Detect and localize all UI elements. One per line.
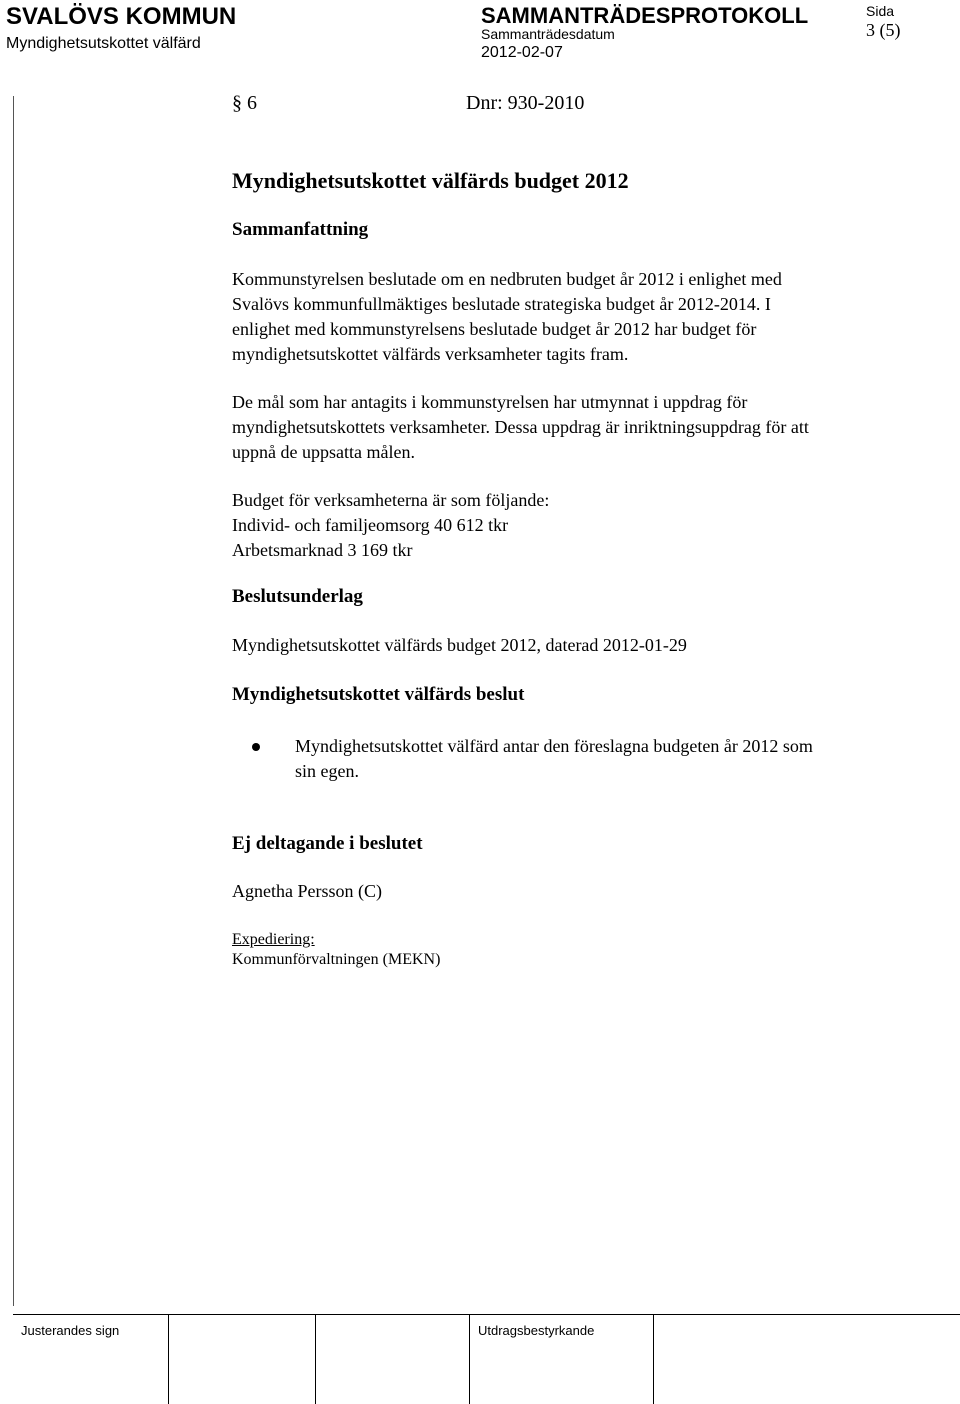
justerandes-sign-label: Justerandes sign: [21, 1323, 120, 1338]
abstain-heading: Ej deltagande i beslutet: [232, 833, 423, 854]
text-line: Arbetsmarknad 3 169 tkr: [232, 540, 413, 560]
text-line: Svalövs kommunfullmäktiges beslutade strategiska budget år 2012-2014. I: [232, 294, 771, 314]
text-line: De mål som har antagits i kommunstyrelsen har utmynnat i uppdrag för: [232, 392, 748, 412]
signature-box: [653, 1315, 654, 1404]
budget-paragraph: [232, 488, 549, 563]
summary-heading: Sammanfattning: [232, 219, 369, 240]
text-line: Kommunstyrelsen beslutade om en nedbruten budget år 2012 i enlighet med: [232, 269, 782, 289]
meeting-date: 2012-02-07: [481, 44, 563, 61]
item-title: Myndighetsutskottet välfärds budget 2012: [232, 168, 629, 193]
committee-name: Myndighetsutskottet välfärd: [6, 35, 201, 52]
case-number: Dnr: 930-2010: [466, 92, 585, 114]
basis-text: Myndighetsutskottet välfärds budget 2012, daterad 2012-01-29: [232, 635, 687, 655]
document-type: SAMMANTRÄDESPROTOKOLL: [481, 3, 809, 28]
text-line: enlighet med kommunstyrelsens beslutade budget år 2012 har budget för: [232, 319, 757, 339]
dispatch-recipient: Kommunförvaltningen (MEKN): [232, 951, 441, 968]
meeting-date-label: Sammanträdesdatum: [481, 26, 615, 42]
text-line: Myndighetsutskottet välfärd antar den föreslagna budgeten år 2012 som: [295, 736, 813, 756]
certification-box: [469, 1315, 595, 1404]
margin-rule: [13, 96, 14, 1306]
paragraph-symbol: § 6: [232, 92, 257, 114]
text-line: sin egen.: [295, 761, 359, 781]
basis-heading: Beslutsunderlag: [232, 586, 363, 607]
text-line: Individ- och familjeomsorg 40 612 tkr: [232, 515, 509, 535]
bullet-icon: [252, 743, 260, 751]
summary-paragraph: [232, 267, 782, 367]
abstain-name: Agnetha Persson (C): [232, 881, 382, 901]
decision-bullet: [232, 734, 932, 784]
signature-box: [315, 1315, 316, 1404]
decision-heading: Myndighetsutskottet välfärds beslut: [232, 684, 525, 705]
text-line: myndighetsutskottets verksamheter. Dessa uppdrag är inriktningsuppdrag för att: [232, 417, 809, 437]
utdragsbestyrkande-label: Utdragsbestyrkande: [478, 1323, 595, 1338]
goals-paragraph: [232, 390, 809, 465]
signature-footer: [13, 1314, 960, 1404]
page-label: Sida: [866, 3, 895, 19]
text-line: myndighetsutskottet välfärds verksamheter tagits fram.: [232, 344, 629, 364]
page-number: 3 (5): [866, 20, 901, 40]
dispatch-label: Expediering:: [232, 931, 315, 948]
text-line: Budget för verksamheterna är som följande:: [232, 490, 550, 510]
text-line: uppnå de uppsatta målen.: [232, 442, 415, 462]
signature-box: [168, 1315, 169, 1404]
organization-name: SVALÖVS KOMMUN: [6, 3, 237, 30]
